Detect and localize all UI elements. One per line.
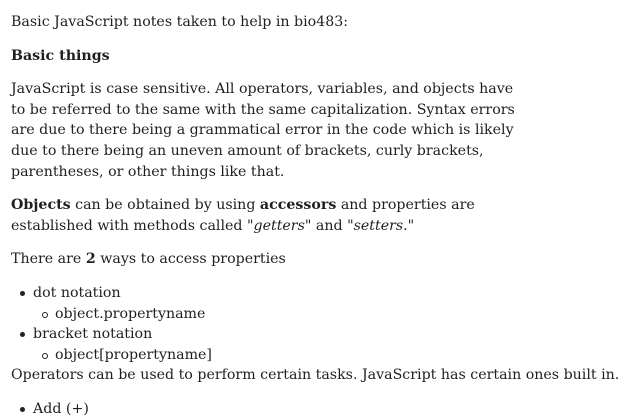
objects-text-2: and properties are established with methods called bbox=[11, 197, 475, 234]
list-item bbox=[33, 399, 631, 420]
accessors-term: accessors bbox=[259, 197, 337, 214]
case-sensitivity-paragraph: JavaScript is case sensitive. All operators, variables, and objects have to be referred to the same with the same capitalization. Syntax errors are due to there being a grammatical error in the code which is likely due to there being an uneven amount of brackets, curly brackets, parentheses, or other things like that. bbox=[11, 81, 515, 180]
objects-paragraph bbox=[11, 195, 526, 236]
notes-page bbox=[11, 12, 631, 420]
list-item-label: bracket notation bbox=[33, 326, 153, 343]
list-item-label: Add (+) bbox=[33, 400, 89, 417]
list-item-example: object[propertyname] bbox=[55, 346, 212, 363]
list-item bbox=[55, 345, 631, 366]
list-item bbox=[33, 324, 631, 365]
access-ways-paragraph bbox=[11, 249, 631, 270]
sub-list bbox=[33, 304, 631, 325]
list-item bbox=[33, 283, 631, 324]
access-methods-list bbox=[11, 283, 631, 365]
list-item bbox=[55, 304, 631, 325]
section-heading: Basic things bbox=[11, 47, 110, 64]
intro-text: Basic JavaScript notes taken to help in bio483: bbox=[11, 14, 349, 30]
access-text-2: ways to access properties bbox=[95, 251, 286, 268]
list-item-example: object.propertyname bbox=[55, 305, 206, 322]
operators-paragraph: Operators can be used to perform certain tasks. JavaScript has certain ones built in. bbox=[11, 367, 620, 384]
operators-list bbox=[11, 399, 631, 420]
setters-term: "setters." bbox=[347, 217, 415, 234]
sub-list bbox=[33, 345, 631, 366]
access-count: 2 bbox=[85, 251, 96, 268]
access-text-1: There are bbox=[11, 251, 86, 268]
objects-text-3: and bbox=[311, 217, 348, 234]
list-item-label: dot notation bbox=[33, 284, 121, 301]
getters-term: "getters" bbox=[247, 217, 312, 234]
objects-text-1: can be obtained by using bbox=[70, 197, 260, 214]
objects-term: Objects bbox=[11, 197, 71, 214]
